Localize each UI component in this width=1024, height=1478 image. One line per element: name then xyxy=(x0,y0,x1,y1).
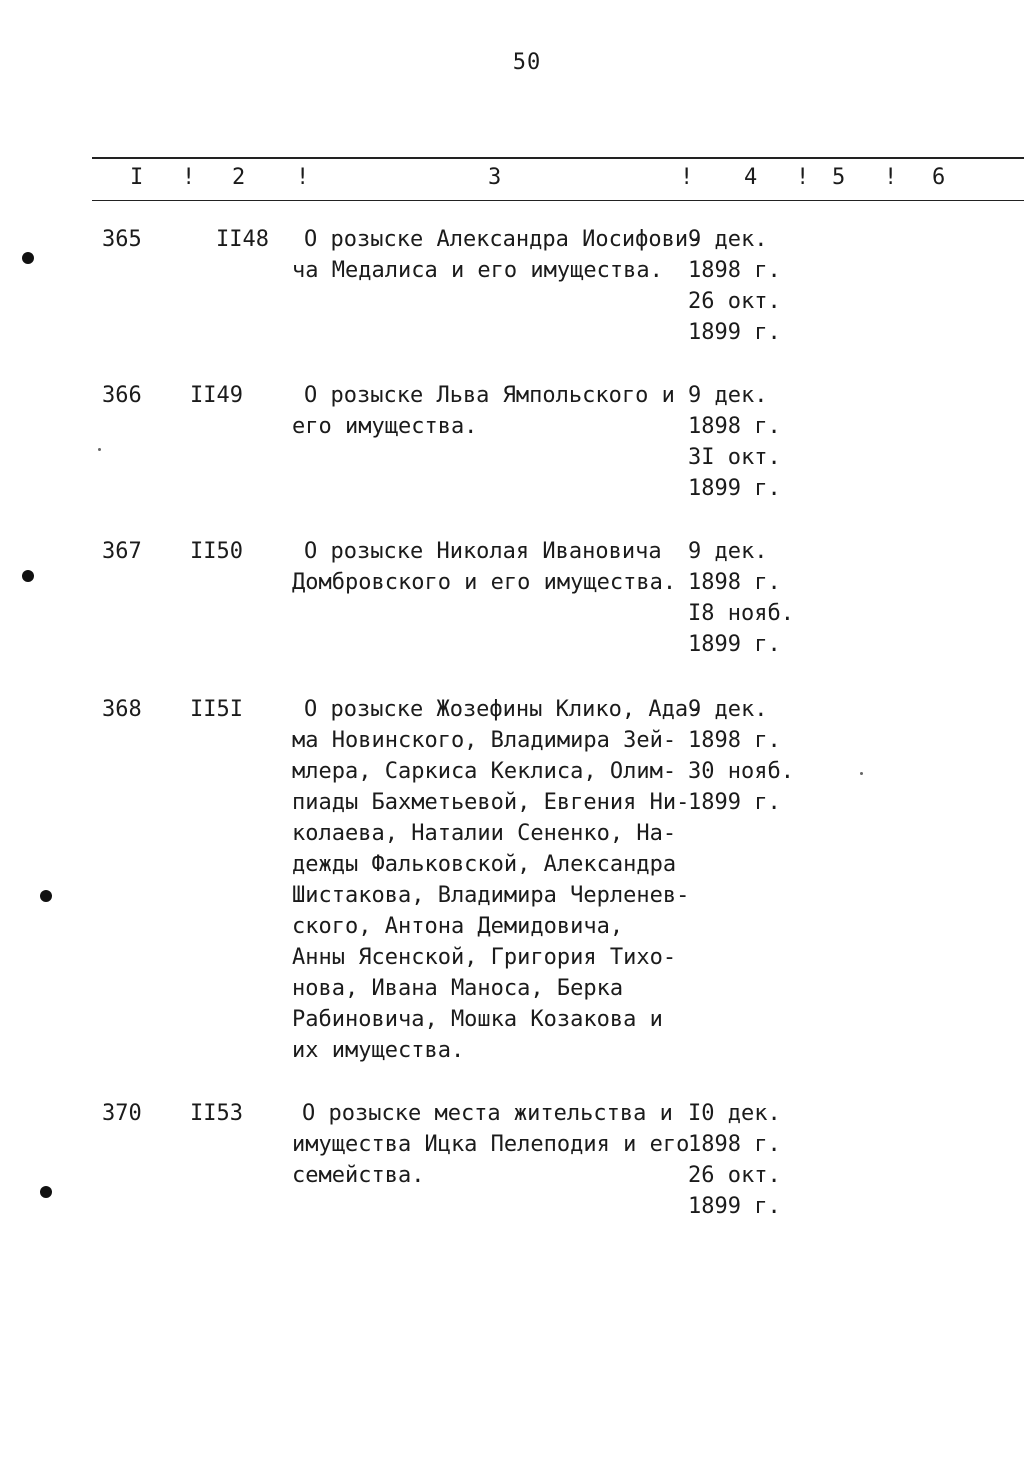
date-line: 26 окт. xyxy=(688,1163,781,1188)
title-line: Домбровского и его имущества. xyxy=(292,570,677,595)
record-code: II49 xyxy=(190,383,243,408)
column-separator: ! xyxy=(182,165,196,190)
record-code: II53 xyxy=(190,1101,243,1126)
column-header-2: 2 xyxy=(232,165,246,190)
title-line: семейства. xyxy=(292,1163,425,1188)
column-separator: ! xyxy=(296,165,310,190)
date-line: 1899 г. xyxy=(688,320,781,345)
title-line: Анны Ясенской, Григория Тихо- xyxy=(292,945,677,970)
date-line: 26 окт. xyxy=(688,289,781,314)
punch-hole-mark xyxy=(22,570,34,582)
table-top-rule xyxy=(92,157,1024,159)
record-number: 367 xyxy=(102,539,142,564)
table-header-rule xyxy=(92,200,1024,201)
date-line: 1899 г. xyxy=(688,632,781,657)
column-header-6: 6 xyxy=(932,165,946,190)
title-line: О розыске Николая Ивановича xyxy=(304,539,662,564)
date-line: 1898 г. xyxy=(688,414,781,439)
column-header-1: I xyxy=(130,165,144,190)
title-line: Рабиновича, Мошка Козакова и xyxy=(292,1007,663,1032)
record-title xyxy=(292,536,684,598)
title-line: ского, Антона Демидовича, xyxy=(292,914,624,939)
title-line: ча Медалиса и его имущества. xyxy=(292,258,663,283)
title-line: дежды Фальковской, Александра xyxy=(292,852,677,877)
date-line: 1898 г. xyxy=(688,570,781,595)
date-line: 3I окт. xyxy=(688,445,781,470)
column-separator: ! xyxy=(796,165,810,190)
record-number: 368 xyxy=(102,697,142,722)
column-separator: ! xyxy=(680,165,694,190)
title-line: пиады Бахметьевой, Евгения Ни- xyxy=(292,790,690,815)
punch-hole-mark xyxy=(40,890,52,902)
date-line: I0 дек. xyxy=(688,1101,781,1126)
date-line: 30 нояб. xyxy=(688,759,794,784)
column-separator: ! xyxy=(884,165,898,190)
punch-hole-mark xyxy=(22,252,34,264)
date-line: 9 дек. xyxy=(688,227,768,252)
record-dates xyxy=(688,536,794,660)
date-line: 9 дек. xyxy=(688,539,768,564)
scan-speck xyxy=(98,448,101,451)
record-dates xyxy=(688,694,794,818)
record-dates xyxy=(688,1098,781,1222)
date-line: 1898 г. xyxy=(688,728,781,753)
column-header-5: 5 xyxy=(832,165,846,190)
column-header-3: 3 xyxy=(488,165,502,190)
record-code: II5I xyxy=(190,697,243,722)
record-number: 366 xyxy=(102,383,142,408)
record-dates xyxy=(688,380,781,504)
date-line: 9 дек. xyxy=(688,383,768,408)
record-number: 370 xyxy=(102,1101,142,1126)
record-title xyxy=(292,224,702,286)
title-line: их имущества. xyxy=(292,1038,465,1063)
record-title xyxy=(292,694,702,1066)
date-line: 9 дек. xyxy=(688,697,768,722)
record-title xyxy=(292,380,684,442)
title-line: млера, Саркиса Кеклиса, Олим- xyxy=(292,759,677,784)
table-header xyxy=(0,165,1024,193)
title-line: О розыске места жительства и xyxy=(302,1101,673,1126)
record-title xyxy=(292,1098,690,1191)
record-code: II48 xyxy=(216,227,269,252)
title-line: его имущества. xyxy=(292,414,478,439)
punch-hole-mark xyxy=(40,1186,52,1198)
title-line: О розыске Александра Иосифови- xyxy=(304,227,702,252)
record-number: 365 xyxy=(102,227,142,252)
date-line: I8 нояб. xyxy=(688,601,794,626)
title-line: О розыске Льва Ямпольского и xyxy=(304,383,675,408)
title-line: О розыске Жозефины Клико, Ада- xyxy=(304,697,702,722)
date-line: 1898 г. xyxy=(688,258,781,283)
title-line: ма Новинского, Владимира Зей- xyxy=(292,728,677,753)
record-dates xyxy=(688,224,781,348)
date-line: 1899 г. xyxy=(688,476,781,501)
title-line: колаева, Наталии Сененко, На- xyxy=(292,821,677,846)
title-line: имущества Ицка Пелеподия и его xyxy=(292,1132,690,1157)
scan-speck xyxy=(860,772,863,775)
title-line: нова, Ивана Маноса, Берка xyxy=(292,976,624,1001)
record-code: II50 xyxy=(190,539,243,564)
date-line: 1899 г. xyxy=(688,790,781,815)
date-line: 1899 г. xyxy=(688,1194,781,1219)
title-line: Шистакова, Владимира Черленев- xyxy=(292,883,690,908)
column-header-4: 4 xyxy=(744,165,758,190)
date-line: 1898 г. xyxy=(688,1132,781,1157)
page-number: 50 xyxy=(512,50,542,75)
